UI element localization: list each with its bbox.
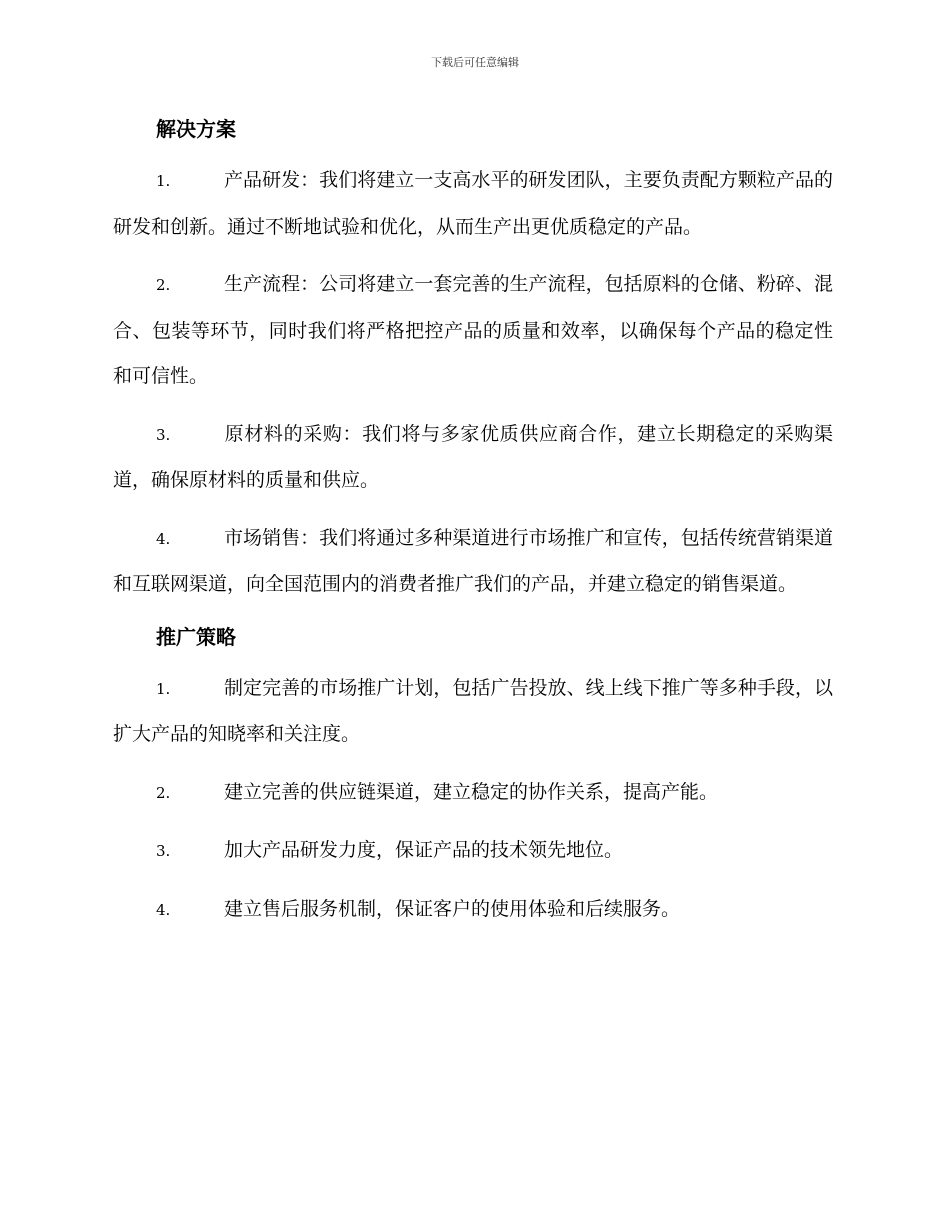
list-item [113, 887, 833, 934]
item-number: 4. [156, 529, 171, 548]
list-item [113, 516, 833, 608]
list-item [113, 666, 833, 758]
document-body [113, 112, 833, 933]
item-text: 产品研发：我们将建立一支高水平的研发团队，主要负责配方颗粒产品的研发和创新。通过不断地试验和优化，从而生产出更优质稳定的产品。 [113, 169, 833, 238]
item-text: 原材料的采购：我们将与多家优质供应商合作，建立长期稳定的采购渠道，确保原材料的质量和供应。 [113, 422, 833, 491]
list-item [113, 828, 833, 875]
item-number: 2. [156, 276, 171, 294]
item-number: 1. [156, 172, 171, 190]
list-item [113, 412, 833, 504]
page-header: 下载后可任意编辑 [431, 56, 519, 69]
section-title: 推广策略 [156, 624, 236, 649]
section-title: 解决方案 [156, 117, 236, 141]
item-text: 建立售后服务机制，保证客户的使用体验和后续服务。 [224, 897, 681, 920]
item-number: 1. [156, 679, 171, 698]
item-text: 加大产品研发力度，保证产品的技术领先地位。 [224, 839, 624, 861]
item-number: 4. [156, 900, 171, 919]
section-solutions [113, 112, 833, 608]
list-item [113, 262, 833, 400]
item-number: 2. [156, 783, 171, 802]
list-item [113, 158, 833, 250]
item-text: 制定完善的市场推广计划，包括广告投放、线上线下推广等多种手段，以扩大产品的知晓率和关注度。 [113, 676, 833, 745]
item-text: 生产流程：公司将建立一套完善的生产流程，包括原料的仓储、粉碎、混合、包装等环节，同时我们将严格把控产品的质量和效率，以确保每个产品的稳定性和可信性。 [113, 273, 833, 387]
item-text: 市场销售：我们将通过多种渠道进行市场推广和宣传，包括传统营销渠道和互联网渠道，向全国范围内的消费者推广我们的产品，并建立稳定的销售渠道。 [113, 526, 833, 595]
section-promotion [113, 620, 833, 934]
list-item [113, 770, 833, 817]
item-number: 3. [156, 425, 171, 444]
item-number: 3. [156, 842, 171, 860]
item-text: 建立完善的供应链渠道，建立稳定的协作关系，提高产能。 [224, 780, 719, 803]
